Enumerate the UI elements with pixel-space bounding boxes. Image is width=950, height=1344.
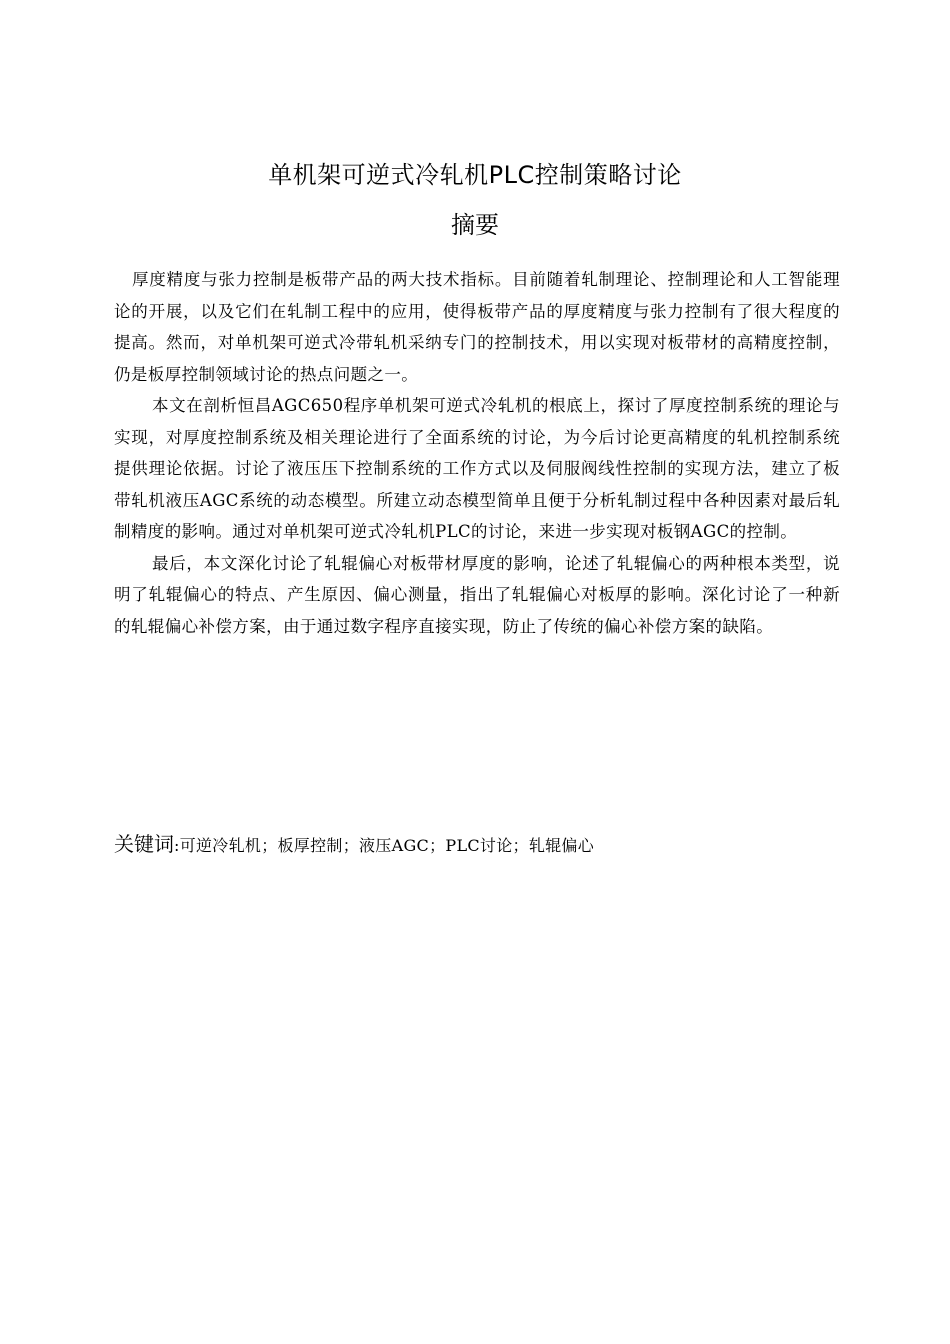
abstract-paragraph-2: 本文在剖析恒昌AGC650程序单机架可逆式冷轧机的根底上，探讨了厚度控制系统的理论与实现，对厚度控制系统及相关理论进行了全面系统的讨论，为今后讨论更高精度的轧机控制系统提供理论依据。讨论了液压压下控制系统的工作方式以及伺服阀线性控制的实现方法，建立了板带轧机液压AGC系统的动态模型。所建立动态模型简单且便于分析轧制过程中各种因素对最后轧制精度的影响。通过对单机架可逆式冷轧机PLC的讨论，来进一步实现对板钢AGC的控制。 bbox=[114, 396, 840, 541]
keywords-label: 关键词 bbox=[114, 832, 174, 856]
document-title: 单机架可逆式冷轧机PLC控制策略讨论 bbox=[268, 161, 682, 189]
abstract-paragraph-1: 厚度精度与张力控制是板带产品的两大技术指标。目前随着轧制理论、控制理论和人工智能理论的开展，以及它们在轧制工程中的应用，使得板带产品的厚度精度与张力控制有了很大程度的提高。然而，对单机架可逆式冷带轧机采纳专门的控制技术，用以实现对板带材的高精度控制，仍是板厚控制领域讨论的热点问题之一。 bbox=[114, 270, 840, 384]
keywords-text: 可逆冷轧机；板厚控制；液压AGC；PLC讨论；轧辊偏心 bbox=[179, 836, 595, 855]
abstract-paragraph-3: 最后，本文深化讨论了轧辊偏心对板带材厚度的影响，论述了轧辊偏心的两种根本类型，说明了轧辊偏心的特点、产生原因、偏心测量，指出了轧辊偏心对板厚的影响。深化讨论了一种新的轧辊偏心补偿方案，由于通过数字程序直接实现，防止了传统的偏心补偿方案的缺陷。 bbox=[114, 553, 840, 636]
abstract-body bbox=[114, 264, 840, 642]
keywords-separator: : bbox=[174, 836, 180, 855]
abstract-heading: 摘要 bbox=[451, 211, 499, 239]
keywords-line bbox=[114, 828, 854, 857]
